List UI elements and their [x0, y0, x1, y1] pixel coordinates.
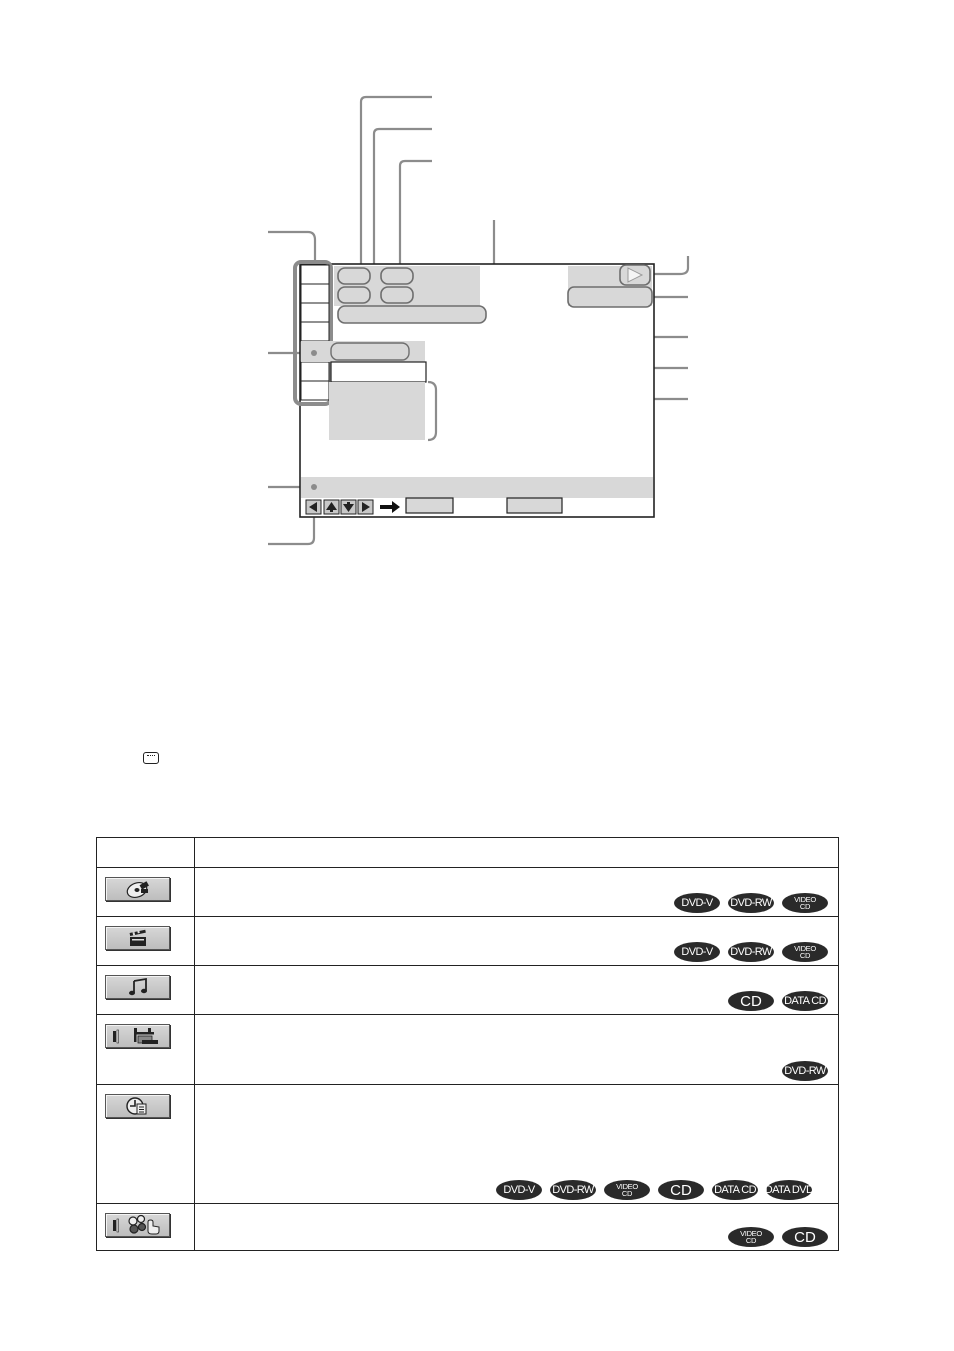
original-playlist-icon [105, 1024, 170, 1048]
function-name-dot [311, 484, 317, 490]
disc-badge-data-cd: DATA CD [712, 1180, 758, 1200]
table-header-row [97, 838, 838, 867]
disc-type-box [568, 287, 652, 307]
disc-badge-video-cd: VIDEO CD [728, 1227, 774, 1247]
clapperboard-chapter-icon [105, 926, 170, 950]
clock-time-text-icon [105, 1094, 170, 1118]
disc-badge-dvd-rw: DVD-RW [728, 942, 774, 962]
options-title-box [331, 343, 409, 360]
music-note-track-icon [105, 975, 170, 999]
total-chapters-box [381, 287, 413, 303]
return-button-box [507, 498, 562, 513]
enter-button-box [406, 498, 453, 513]
disc-badge-data-dvd: DATA DVD [766, 1180, 812, 1200]
pbc-hand-icon [105, 1213, 170, 1237]
table-row [97, 1014, 838, 1084]
disc-badge-dvd-rw: DVD-RW [782, 1061, 828, 1081]
menu-icon-slot-4 [301, 322, 329, 341]
disc-types [728, 991, 828, 1011]
disc-badge-cd: CD [782, 1227, 828, 1247]
option-list [329, 382, 425, 440]
table-row [97, 1203, 838, 1250]
table-row [97, 867, 838, 916]
option-highlight [331, 362, 426, 382]
table-row [97, 965, 838, 1014]
total-titles-box [381, 268, 413, 284]
disc-badge-dvd-v: DVD-V [674, 942, 720, 962]
menu-icon-slot-7 [301, 381, 329, 400]
disc-badge-video-cd: VIDEO CD [604, 1180, 650, 1200]
title-number-box [338, 268, 370, 284]
chapter-number-box [338, 287, 370, 303]
menu-icon-slot-6 [301, 362, 329, 381]
menu-icon-slot-2 [301, 284, 329, 303]
disc-badge-video-cd: VIDEO CD [782, 942, 828, 962]
callout-line-total-titles [400, 161, 432, 266]
table-row [97, 1084, 838, 1203]
disc-types [728, 1227, 828, 1247]
table-row [97, 916, 838, 965]
disc-types [674, 893, 828, 913]
remote-button-icon [143, 752, 159, 764]
disc-badge-dvd-v: DVD-V [674, 893, 720, 913]
menu-icon-slot-3 [301, 303, 329, 322]
function-name-bar [301, 477, 653, 498]
callout-line-menu-items [268, 232, 315, 262]
disc-badge-video-cd: VIDEO CD [782, 893, 828, 913]
callout-line-playback-status [650, 256, 688, 274]
menu-items-table [96, 837, 839, 1251]
menu-icon-slot-1 [301, 265, 329, 284]
disc-badge-cd: CD [728, 991, 774, 1011]
nav-buttons [306, 498, 562, 514]
disc-badge-cd: CD [658, 1180, 704, 1200]
disc-types [782, 1061, 828, 1081]
time-bar [338, 306, 486, 323]
selected-item-dot [311, 350, 317, 356]
disc-badge-dvd-rw: DVD-RW [728, 893, 774, 913]
disc-badge-data-cd: DATA CD [782, 991, 828, 1011]
disc-types [496, 1180, 812, 1200]
disc-badge-dvd-rw: DVD-RW [550, 1180, 596, 1200]
disc-title-icon [105, 877, 170, 901]
control-menu-diagram [0, 0, 954, 600]
callout-line-title-number [361, 97, 432, 266]
disc-types [674, 942, 828, 962]
disc-badge-dvd-v: DVD-V [496, 1180, 542, 1200]
